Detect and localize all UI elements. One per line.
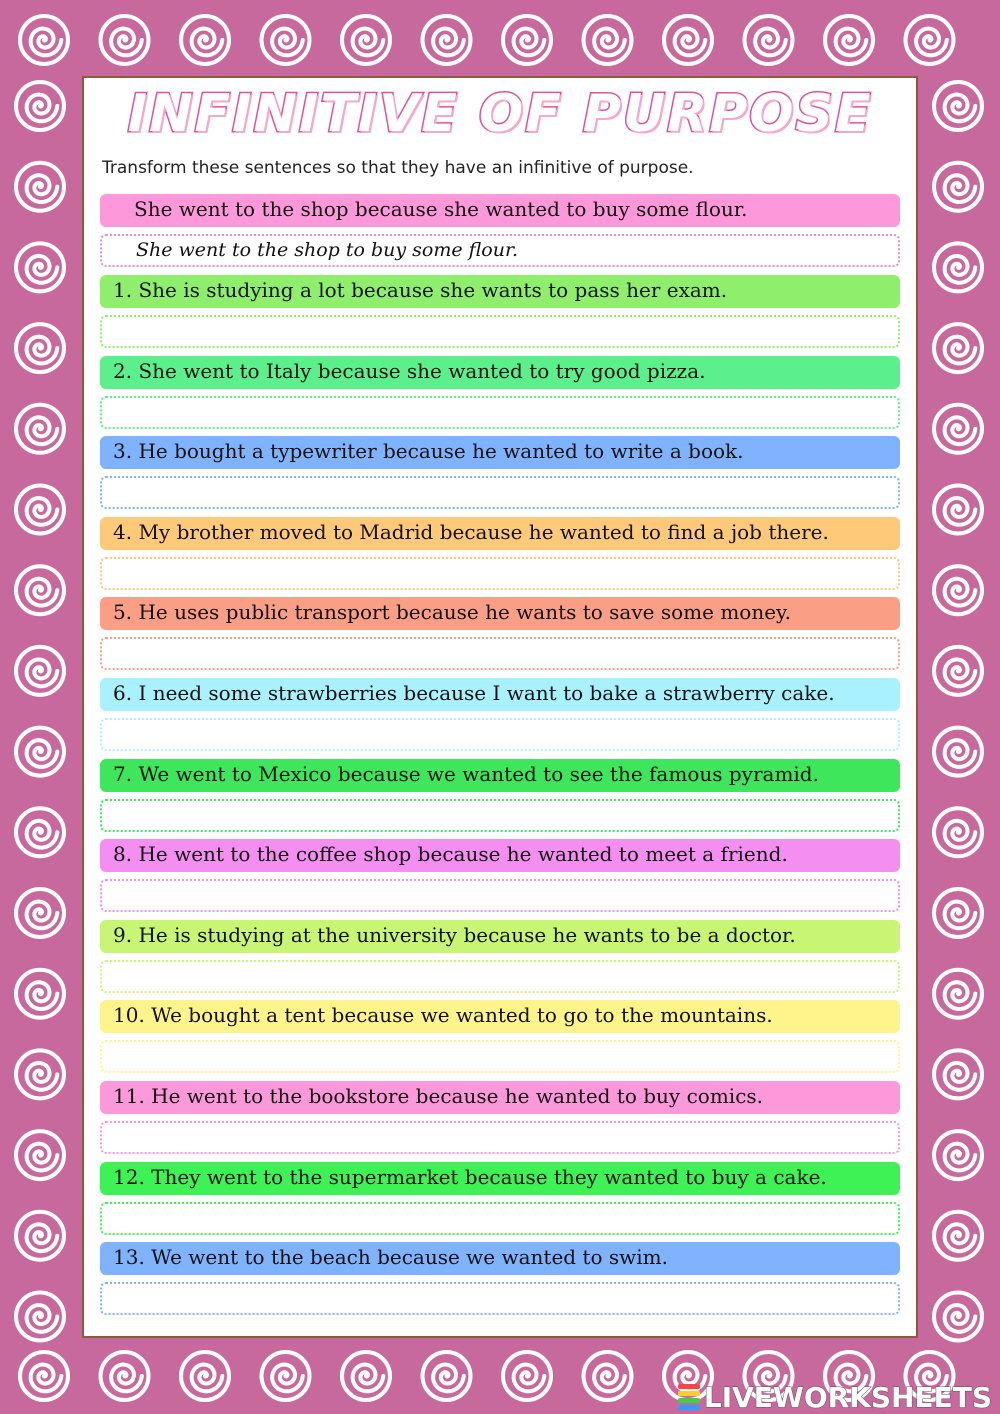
swirl-icon <box>20 1352 68 1400</box>
swirl-icon <box>16 808 64 856</box>
swirl-icon <box>934 728 982 776</box>
swirl-icon <box>342 1352 390 1400</box>
swirl-icon <box>262 16 310 64</box>
answer-input-box[interactable] <box>100 799 900 832</box>
swirl-icon <box>16 324 64 372</box>
example-answer: She went to the shop to buy some flour. <box>100 234 900 267</box>
swirl-icon <box>16 647 64 695</box>
swirl-icon <box>664 16 712 64</box>
swirl-icon <box>745 16 793 64</box>
swirl-icon <box>934 647 982 695</box>
swirl-icon <box>934 970 982 1018</box>
logo-mark-icon <box>678 1384 700 1410</box>
swirl-icon <box>503 16 551 64</box>
swirl-icon <box>934 1212 982 1260</box>
answer-input-box[interactable] <box>100 960 900 993</box>
liveworksheets-logo[interactable] <box>678 1382 992 1412</box>
swirl-icon <box>342 16 390 64</box>
swirl-icon <box>262 1352 310 1400</box>
exercise-sentence: 8. He went to the coffee shop because he wanted to meet a friend. <box>100 839 900 872</box>
answer-input-box[interactable] <box>100 315 900 348</box>
answer-input-box[interactable] <box>100 1282 900 1315</box>
exercise-sentence: 3. He bought a typewriter because he wanted to write a book. <box>100 436 900 469</box>
exercise-sentence: 5. He uses public transport because he wants to save some money. <box>100 597 900 630</box>
swirl-icon <box>934 405 982 453</box>
swirl-icon <box>825 16 873 64</box>
swirl-icon <box>16 82 64 130</box>
answer-input-box[interactable] <box>100 557 900 590</box>
exercise-sentence: 7. We went to Mexico because we wanted to see the famous pyramid. <box>100 759 900 792</box>
swirl-icon <box>16 486 64 534</box>
swirl-icon <box>934 163 982 211</box>
swirl-icon <box>101 1352 149 1400</box>
swirl-icon <box>934 566 982 614</box>
exercise-sentence: 1. She is studying a lot because she wants to pass her exam. <box>100 275 900 308</box>
swirl-icon <box>16 163 64 211</box>
swirl-icon <box>423 16 471 64</box>
answer-input-box[interactable] <box>100 396 900 429</box>
swirl-icon <box>16 1131 64 1179</box>
swirl-icon <box>934 889 982 937</box>
swirl-icon <box>503 1352 551 1400</box>
exercise-sentence: 4. My brother moved to Madrid because he wanted to find a job there. <box>100 517 900 550</box>
swirl-icon <box>934 324 982 372</box>
exercise-sentence: 9. He is studying at the university because he wants to be a doctor. <box>100 920 900 953</box>
answer-input-box[interactable] <box>100 879 900 912</box>
swirl-icon <box>16 728 64 776</box>
swirl-icon <box>934 82 982 130</box>
swirl-icon <box>934 486 982 534</box>
swirl-icon <box>16 889 64 937</box>
swirl-icon <box>934 1293 982 1341</box>
swirl-icon <box>934 1050 982 1098</box>
swirl-icon <box>934 808 982 856</box>
swirl-icon <box>20 16 68 64</box>
exercise-sentence: 11. He went to the bookstore because he wanted to buy comics. <box>100 1081 900 1114</box>
exercise-sentence: 12. They went to the supermarket because they wanted to buy a cake. <box>100 1162 900 1195</box>
swirl-icon <box>181 16 229 64</box>
worksheet-page <box>82 76 918 1338</box>
swirl-icon <box>584 16 632 64</box>
swirl-icon <box>16 566 64 614</box>
swirl-icon <box>934 243 982 291</box>
swirl-icon <box>181 1352 229 1400</box>
example-sentence: She went to the shop because she wanted to buy some flour. <box>100 194 900 227</box>
swirl-icon <box>423 1352 471 1400</box>
exercise-sentence: 10. We bought a tent because we wanted to go to the mountains. <box>100 1000 900 1033</box>
swirl-icon <box>16 1212 64 1260</box>
swirl-icon <box>16 1050 64 1098</box>
swirl-icon <box>16 243 64 291</box>
swirl-icon <box>101 16 149 64</box>
swirl-icon <box>584 1352 632 1400</box>
answer-input-box[interactable] <box>100 637 900 670</box>
exercise-sentence: 2. She went to Italy because she wanted to try good pizza. <box>100 356 900 389</box>
answer-input-box[interactable] <box>100 1121 900 1154</box>
swirl-icon <box>906 16 954 64</box>
logo-text: LIVEWORKSHEETS <box>703 1380 992 1414</box>
exercise-sentence: 13. We went to the beach because we wanted to swim. <box>100 1242 900 1275</box>
swirl-icon <box>16 405 64 453</box>
exercise-sentence: 6. I need some strawberries because I want to bake a strawberry cake. <box>100 678 900 711</box>
swirl-icon <box>16 1293 64 1341</box>
worksheet-title: INFINITIVE OF PURPOSE <box>127 84 873 144</box>
answer-input-box[interactable] <box>100 718 900 751</box>
answer-input-box[interactable] <box>100 1202 900 1235</box>
answer-input-box[interactable] <box>100 1040 900 1073</box>
answer-input-box[interactable] <box>100 476 900 509</box>
swirl-icon <box>934 1131 982 1179</box>
swirl-icon <box>16 970 64 1018</box>
instruction-text: Transform these sentences so that they have an infinitive of purpose. <box>102 158 694 178</box>
